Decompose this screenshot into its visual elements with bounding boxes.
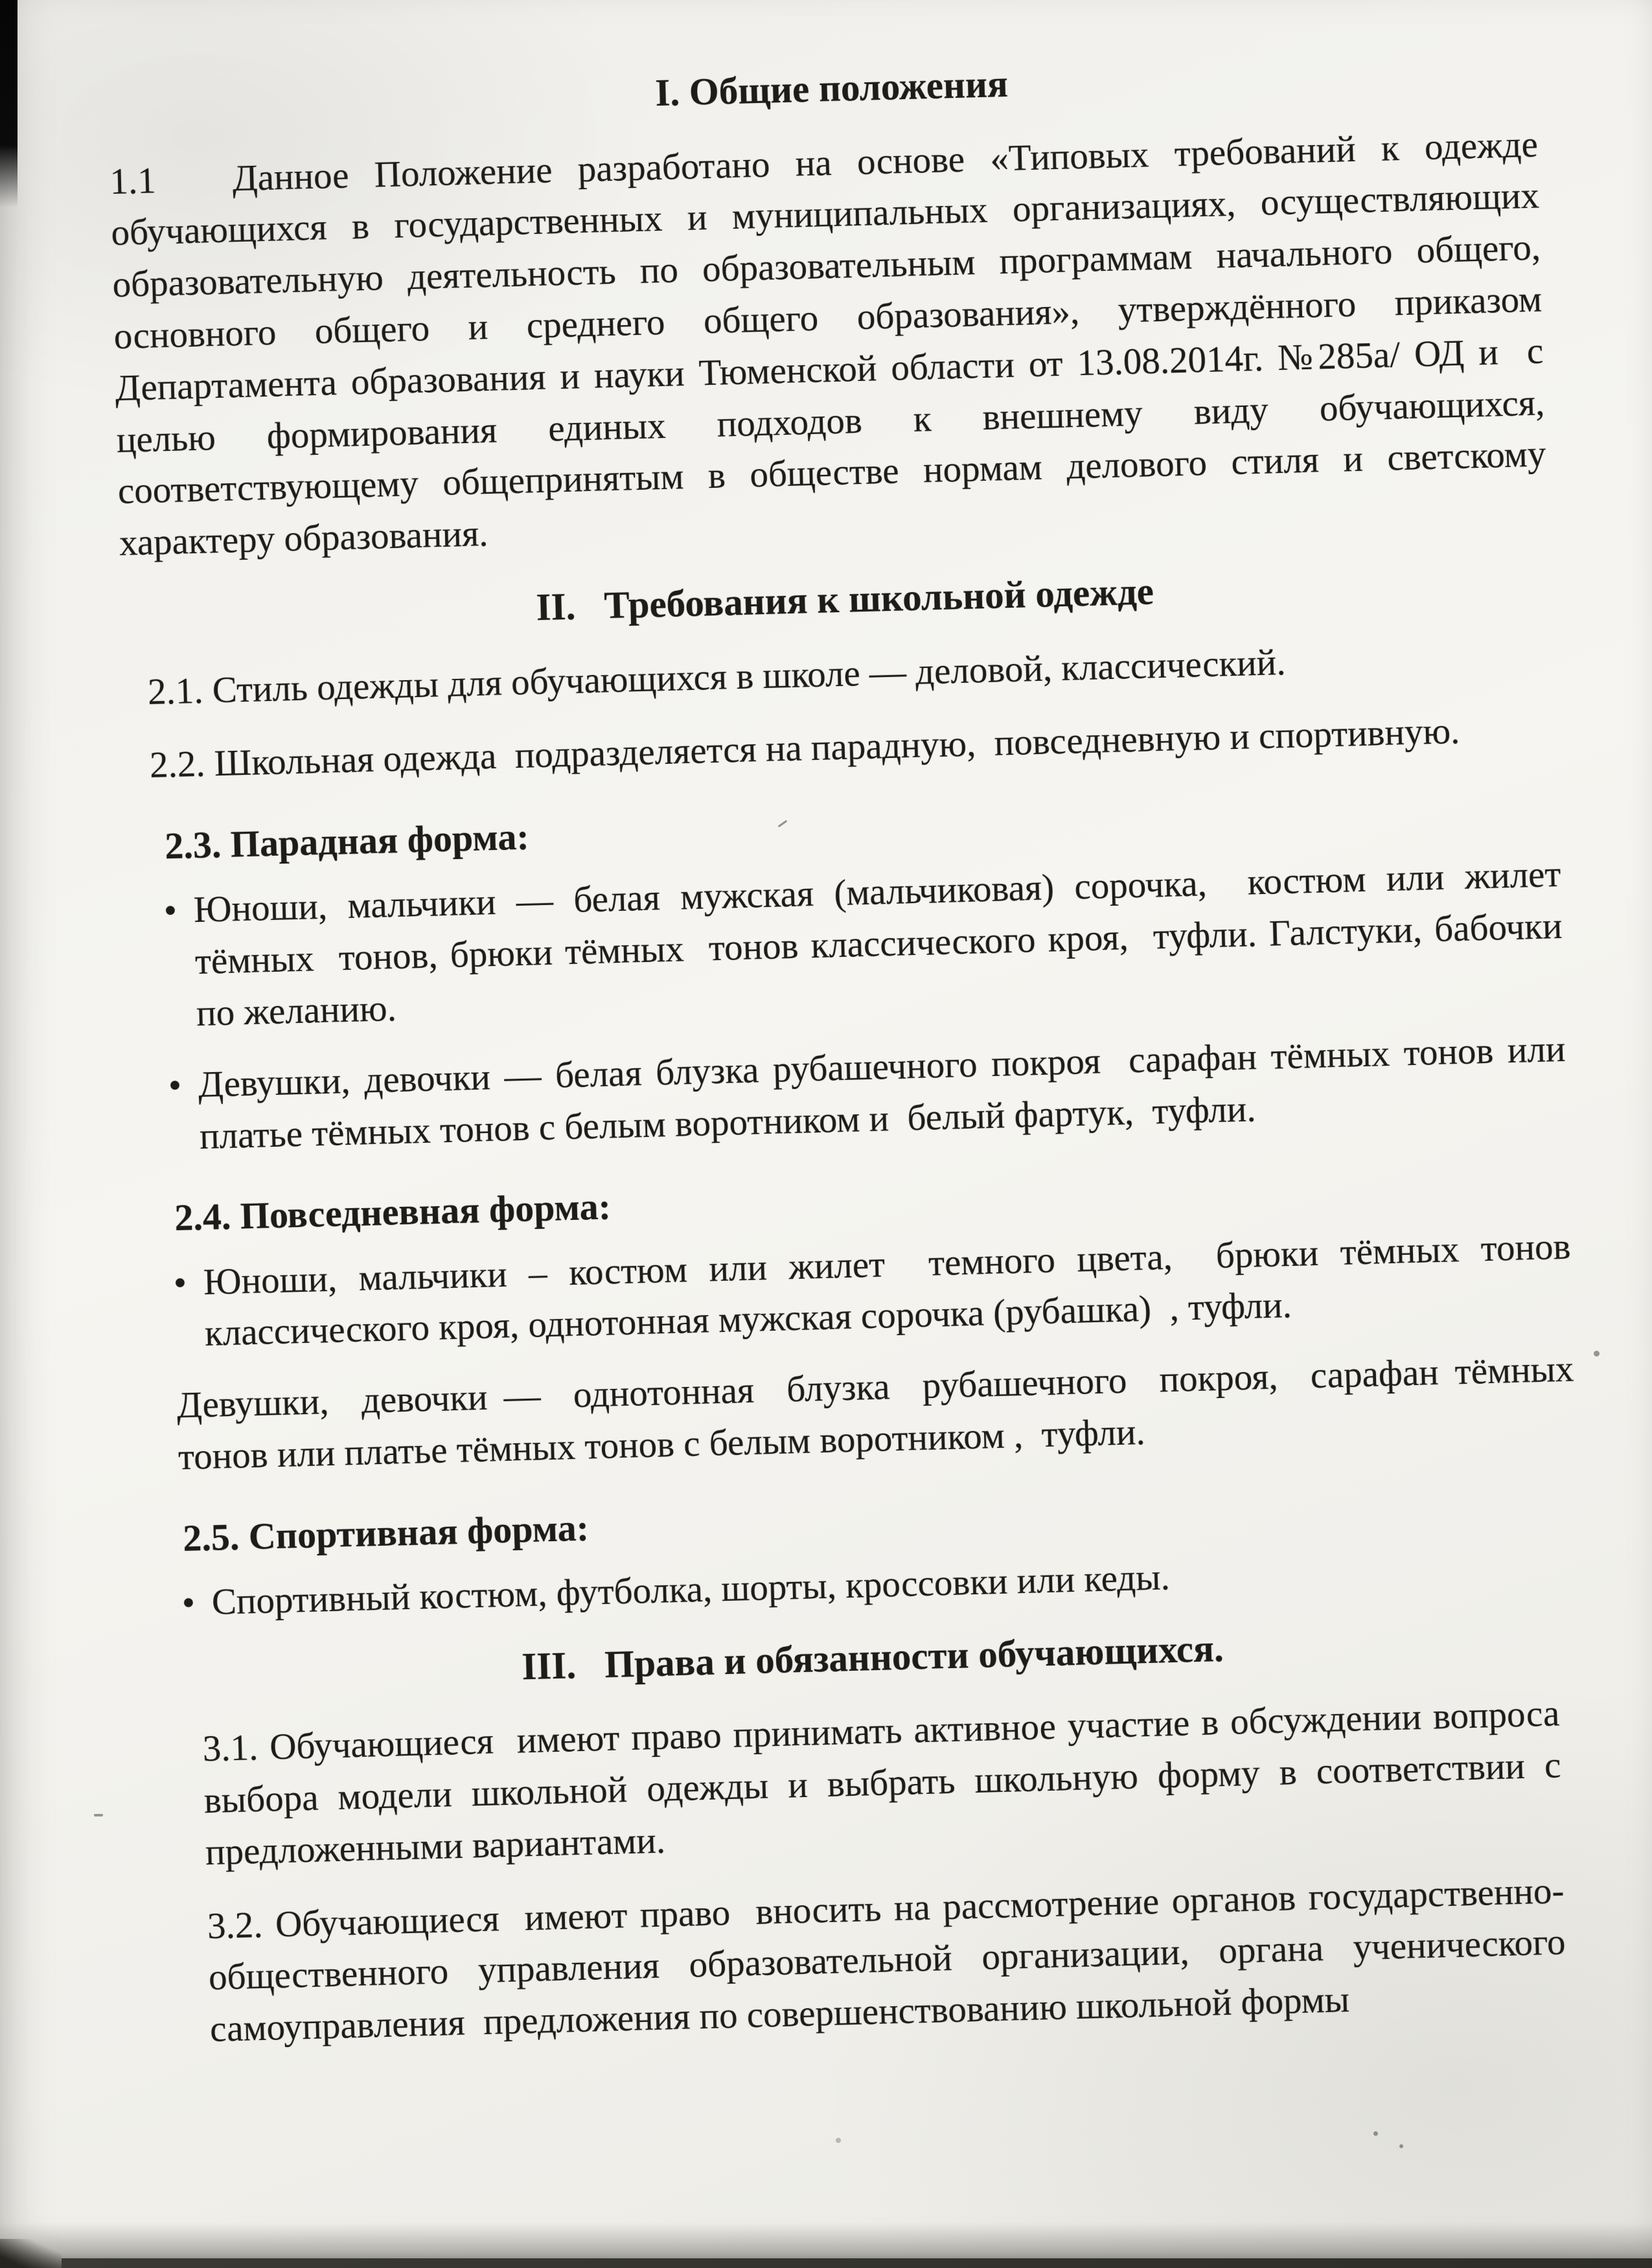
- paragraph-3-1: 3.1. Обучающиеся имеют право принимать активное участие в обсуждении вопроса выбора модели школьной одежды и выбрать школьную форму в соответствии с предложенными вариантами.: [202, 1693, 1571, 1873]
- list-item-text: Юноши, мальчики – костюм или жилет темного цвета, брюки тёмных тонов классического кроя, однотонная мужская сорочка (рубашка) , туфли.: [203, 1225, 1590, 1355]
- scan-corner-artifact: [0, 2239, 62, 2268]
- list-item-daily-boys: [173, 1220, 1590, 1360]
- section-3-heading: III. Права и обязанности обучающихся.: [521, 1626, 1224, 1688]
- paragraph-2-1: 2.1. Стиль одежды для обучающихся в школе — деловой, классический.: [147, 641, 1287, 713]
- paragraph-3-2: 3.2. Обучающиеся имеют право вносить на рассмотрение органов государственно-общественного управления образовательной организации, органа ученического самоуправления предложения по совершенствованию школьной формы: [207, 1870, 1576, 2050]
- list-item-text: Юноши, мальчики — белая мужская (мальчиковая) сорочка, костюм или жилет тёмных тонов, брюки тёмных тонов классического кроя, туфли. Галстуки, бабочки по желанию.: [193, 853, 1581, 1035]
- list-item-daily-girls: Девушки, девочки — однотонная блузка рубашечного покроя, сарафан тёмных тонов или платье тёмных тонов с белым воротником , туфли.: [176, 1348, 1584, 1478]
- subsection-2-5-heading: 2.5. Спортивная форма:: [182, 1506, 590, 1559]
- list-item-parade-boys: [163, 849, 1581, 1040]
- list-item-text: Спортивный костюм, футболка, шорты, кроссовки или кеды.: [211, 1557, 1171, 1623]
- section-2-heading: II. Требования к школьной одежде: [535, 569, 1154, 629]
- subsection-2-4-heading: 2.4. Повседневная форма:: [174, 1185, 612, 1239]
- subsection-2-3-heading: 2.3. Парадная форма:: [164, 815, 530, 867]
- scan-edge-artifact: [0, 0, 17, 207]
- paragraph-1-1: 1.1 Данное Положение разработано на основе «Типовых требований к одежде обучающихся в государственных и муниципальных организациях, осуществляющих образовательную деятельность по образовательным программам начального общего, основного общего и среднего общего образования», утверждённого приказом Департамента образования и науки Тюменской области от 13.08.2014г. №285а/ ОД и с целью формирования единых подходов к внешнему виду обучающихся, соответствующему общепринятым в обществе нормам делового стиля и светскому характеру образования.: [109, 123, 1556, 564]
- scan-bottom-edge: [62, 2258, 1652, 2268]
- bullet-icon: •: [163, 890, 178, 932]
- scan-speck: [1373, 2131, 1378, 2136]
- paragraph-2-2: 2.2. Школьная одежда подразделяется на парадную, повседневную и спортивную.: [149, 711, 1461, 786]
- bullet-icon: •: [173, 1262, 187, 1303]
- scan-speck: [94, 1814, 103, 1816]
- scan-speck: [1594, 1351, 1600, 1357]
- bullet-icon: •: [168, 1064, 182, 1106]
- document-body: [107, 43, 1607, 2079]
- scan-speck: [1399, 2144, 1403, 2148]
- list-item-text: Девушки, девочки — белая блузка рубашечного покроя сарафан тёмных тонов или платье тёмных тонов с белым воротником и белый фартук, туфли.: [198, 1028, 1576, 1157]
- scan-speck: [836, 2138, 841, 2143]
- section-1-heading: I. Общие положения: [654, 62, 1009, 115]
- bullet-icon: •: [181, 1582, 196, 1623]
- list-item-parade-girls: [168, 1024, 1576, 1163]
